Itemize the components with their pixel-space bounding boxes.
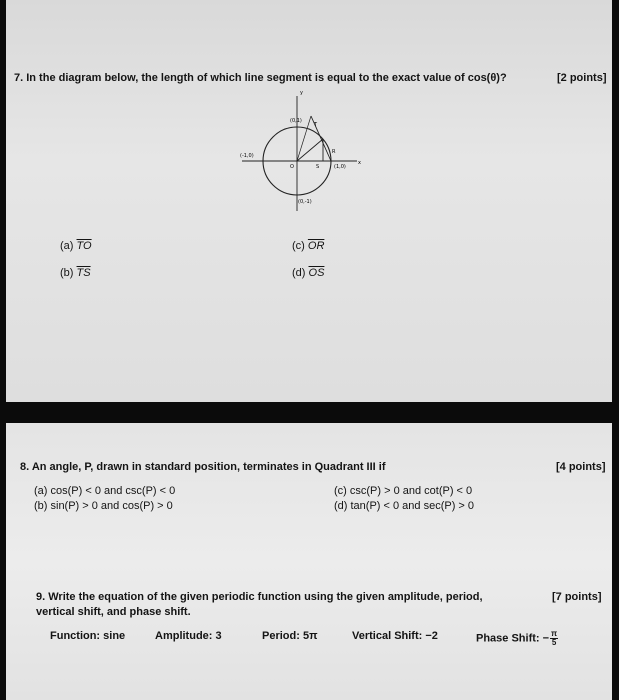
phase-shift-fraction (550, 630, 558, 647)
label-right-point: (1,0) (334, 164, 346, 170)
unit-circle-diagram (232, 86, 362, 216)
label-x: x (358, 160, 361, 166)
phase-shift-label: Phase Shift: − (476, 632, 550, 645)
choice-8b: (b) sin(P) > 0 and cos(P) > 0 (34, 500, 173, 512)
choice-8d: (d) tan(P) < 0 and sec(P) > 0 (334, 500, 475, 512)
choice-7b-prefix: (b) (60, 267, 74, 279)
choice-7c-segment: $\overline{OR}$ (307, 240, 325, 252)
choice-8c: (c) csc(P) > 0 and cot(P) < 0 (334, 485, 473, 497)
phase-shift (476, 630, 558, 647)
label-left-point: (-1,0) (240, 153, 254, 159)
choice-7d-prefix: (d) (292, 267, 306, 279)
choice-7a-prefix: (a) (60, 240, 74, 252)
phase-shift-denominator: 5 (551, 638, 557, 647)
label-R: R (332, 149, 336, 155)
label-S: S (316, 164, 320, 170)
period: Period: 5π (262, 630, 318, 642)
choice-7b-segment: $\overline{TS}$ (76, 267, 91, 279)
question-7-text: 7. In the diagram below, the length of which line segment is equal to the exact value of cos(θ)? (14, 72, 507, 84)
question-7-points: [2 points] (557, 72, 607, 84)
choice-7a-segment: $\overline{TO}$ (76, 240, 92, 252)
choice-7c (292, 240, 324, 253)
label-T: T (314, 122, 318, 128)
choice-7a (60, 240, 92, 253)
question-9-text-line1: 9. Write the equation of the given periodic function using the given amplitude, period, (36, 591, 483, 603)
amplitude: Amplitude: 3 (155, 630, 222, 642)
label-y: y (300, 90, 303, 96)
function-type: Function: sine (50, 630, 126, 642)
vertical-shift: Vertical Shift: −2 (352, 630, 438, 642)
choice-7d-segment: $\overline{OS}$ (308, 267, 325, 279)
terminal-side-OR (297, 139, 323, 161)
choice-7d (292, 267, 324, 280)
label-bottom-point: (0,-1) (298, 199, 312, 205)
choice-8a: (a) cos(P) < 0 and csc(P) < 0 (34, 485, 176, 497)
label-top-point: (0,1) (290, 118, 302, 124)
choice-7b (60, 267, 91, 280)
label-O: O (290, 164, 294, 170)
choice-7c-prefix: (c) (292, 240, 305, 252)
question-9-text-line2: vertical shift, and phase shift. (36, 606, 191, 618)
question-8-points: [4 points] (556, 461, 606, 473)
phase-shift-numerator: π (551, 629, 558, 638)
question-9-points: [7 points] (552, 591, 602, 603)
question-8-text: 8. An angle, P, drawn in standard position, terminates in Quadrant III if (20, 461, 386, 473)
